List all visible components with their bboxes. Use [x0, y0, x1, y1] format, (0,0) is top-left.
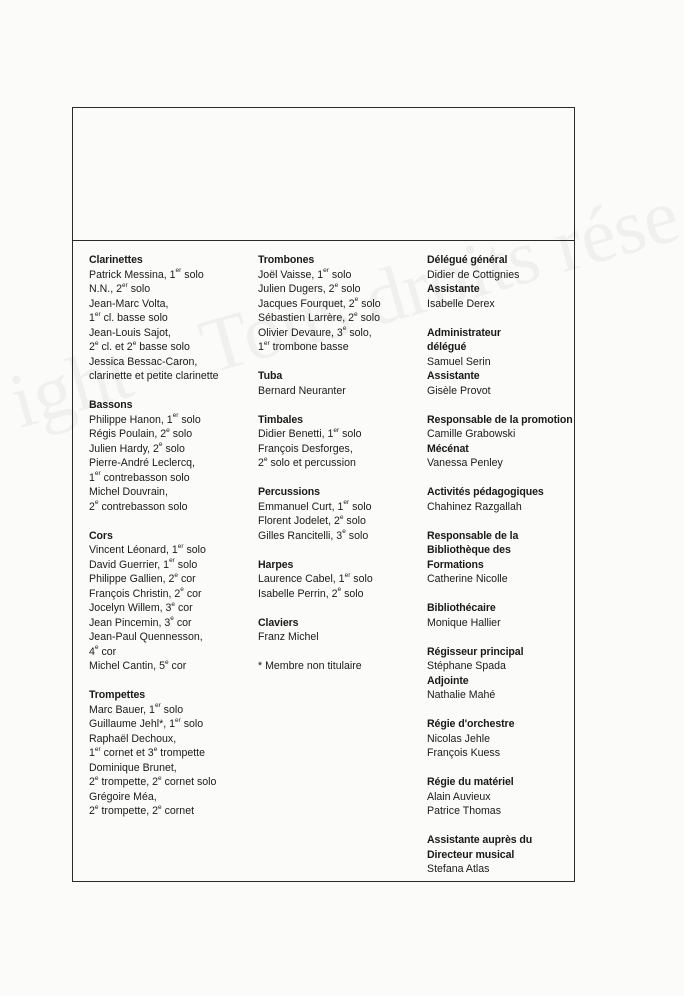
musician-entry: François Christin, 2e cor: [89, 586, 202, 600]
section-trompettes: [89, 688, 254, 819]
musician-entry: 1er cornet et 3e trompette: [89, 745, 206, 759]
musician-entry: Régis Poulain, 2e solo: [89, 426, 193, 440]
musician-entry: clarinette et petite clarinette: [89, 370, 219, 382]
musician-entry: Michel Cantin, 5e cor: [89, 658, 187, 672]
staff-section: [427, 253, 573, 311]
musician-entry: 2e cl. et 2e basse solo: [89, 339, 190, 353]
section-heading: Trombones: [258, 254, 315, 266]
staff-name: Didier de Cottignies: [427, 268, 520, 281]
role-heading: délégué: [427, 341, 467, 353]
staff-section: [427, 529, 573, 587]
musician-entry: Michel Douvrain,: [89, 486, 168, 498]
column-orchestra-winds: [89, 253, 254, 833]
staff-section: [427, 601, 573, 630]
staff-section: [427, 645, 573, 703]
musician-entry: 2e trompette, 2e cornet solo: [89, 774, 217, 788]
musician-entry: Franz Michel: [258, 631, 319, 643]
role-heading: Mécénat: [427, 442, 469, 455]
musician-entry: Jean-Louis Sajot,: [89, 326, 171, 339]
section-bassons: [89, 398, 254, 514]
staff-section: [427, 833, 573, 877]
column-orchestra-brass-percussion: [258, 253, 420, 688]
musician-entry: Julien Dugers, 2e solo: [258, 281, 361, 295]
section-heading: Bassons: [89, 399, 133, 411]
musician-entry: Pierre-André Leclercq,: [89, 457, 195, 469]
staff-name: Samuel Serin: [427, 355, 491, 368]
staff-name: Camille Grabowski: [427, 428, 516, 440]
section-heading: Harpes: [258, 558, 294, 571]
musician-entry: Gilles Rancitelli, 3e solo: [258, 528, 369, 542]
musician-entry: Grégoire Méa,: [89, 790, 157, 803]
staff-name: Stéphane Spada: [427, 660, 506, 672]
section-heading: Clarinettes: [89, 254, 143, 266]
role-heading: Assistante: [427, 370, 480, 382]
staff-name: Nathalie Mahé: [427, 689, 496, 701]
role-heading: Assistante auprès du: [427, 834, 533, 846]
section-tuba: [258, 369, 420, 398]
musician-entry: Guillaume Jehl*, 1er solo: [89, 716, 204, 730]
musician-entry: Dominique Brunet,: [89, 761, 177, 774]
section-cors: [89, 529, 254, 674]
role-heading: Bibliothèque des: [427, 544, 511, 556]
musician-entry: Vincent Léonard, 1er solo: [89, 542, 206, 556]
staff-name: Vanessa Penley: [427, 457, 503, 469]
staff-name: Chahinez Razgallah: [427, 500, 522, 513]
section-heading: Trompettes: [89, 689, 146, 701]
musician-entry: 1er cl. basse solo: [89, 310, 168, 324]
section-harpes: [258, 558, 420, 602]
musician-entry: Isabelle Perrin, 2e solo: [258, 586, 364, 600]
staff-section: [427, 326, 573, 399]
staff-name: Monique Hallier: [427, 616, 501, 629]
musician-entry: Joël Vaisse, 1er solo: [258, 267, 352, 281]
musician-entry: Jean-Paul Quennesson,: [89, 631, 203, 643]
musician-entry: Raphaël Dechoux,: [89, 732, 177, 745]
musician-entry: Florent Jodelet, 2e solo: [258, 513, 366, 527]
musician-entry: 2e solo et percussion: [258, 455, 356, 469]
musician-entry: Jean-Marc Volta,: [89, 297, 169, 310]
musician-entry: Julien Hardy, 2e solo: [89, 441, 185, 455]
staff-name: François Kuess: [427, 747, 501, 759]
role-heading: Responsable de la promotion: [427, 413, 573, 426]
musician-entry: Patrick Messina, 1er solo: [89, 267, 204, 281]
role-heading: Bibliothécaire: [427, 602, 496, 614]
section-claviers: [258, 616, 420, 645]
musician-entry: Jocelyn Willem, 3e cor: [89, 600, 193, 614]
staff-name: Gisèle Provot: [427, 384, 491, 397]
musician-entry: Jessica Bessac-Caron,: [89, 355, 198, 368]
role-heading: Directeur musical: [427, 848, 515, 861]
footnote-text: * Membre non titulaire: [258, 660, 362, 672]
musician-entry: Emmanuel Curt, 1er solo: [258, 499, 372, 513]
musician-entry: 4e cor: [89, 644, 117, 658]
musician-entry: 1er trombone basse: [258, 339, 349, 353]
staff-section: [427, 485, 573, 514]
musician-entry: N.N., 2er solo: [89, 281, 151, 295]
musician-entry: Bernard Neuranter: [258, 384, 346, 397]
section-trombones: [258, 253, 420, 355]
section-heading: Percussions: [258, 486, 320, 498]
musician-entry: David Guerrier, 1er solo: [89, 557, 198, 571]
staff-name: Alain Auvieux: [427, 790, 491, 803]
role-heading: Assistante: [427, 283, 480, 295]
column-administration: [427, 253, 573, 891]
role-heading: Délégué général: [427, 254, 508, 266]
footnote: [258, 659, 420, 674]
section-clarinettes: [89, 253, 254, 384]
musician-entry: 1er contrebasson solo: [89, 470, 190, 484]
musician-entry: Philippe Gallien, 2e cor: [89, 571, 196, 585]
musician-entry: Olivier Devaure, 3e solo,: [258, 325, 372, 339]
header-divider: [72, 240, 575, 241]
section-heading: Cors: [89, 529, 113, 542]
staff-name: Catherine Nicolle: [427, 573, 508, 585]
section-heading: Tuba: [258, 370, 283, 382]
musician-entry: Didier Benetti, 1er solo: [258, 426, 362, 440]
staff-name: Nicolas Jehle: [427, 732, 491, 745]
musician-entry: 2e trompette, 2e cornet: [89, 803, 195, 817]
musician-entry: Jacques Fourquet, 2e solo: [258, 296, 381, 310]
staff-section: [427, 413, 573, 471]
role-heading: Responsable de la: [427, 529, 519, 542]
role-heading: Formations: [427, 558, 484, 571]
role-heading: Administrateur: [427, 326, 501, 339]
musician-entry: 2e contrebasson solo: [89, 499, 188, 513]
musician-entry: Jean Pincemin, 3e cor: [89, 615, 192, 629]
staff-name: Isabelle Derex: [427, 297, 495, 310]
role-heading: Régie du matériel: [427, 776, 514, 788]
staff-section: [427, 775, 573, 819]
musician-entry: Laurence Cabel, 1er solo: [258, 571, 373, 585]
musician-entry: Sébastien Larrère, 2e solo: [258, 310, 381, 324]
role-heading: Régisseur principal: [427, 645, 524, 658]
staff-name: Patrice Thomas: [427, 805, 501, 817]
musician-entry: Marc Bauer, 1er solo: [89, 702, 184, 716]
staff-name: Stefana Atlas: [427, 863, 490, 875]
section-heading: Timbales: [258, 413, 303, 426]
section-percussions: [258, 485, 420, 543]
role-heading: Activités pédagogiques: [427, 486, 544, 498]
role-heading: Régie d'orchestre: [427, 718, 515, 730]
staff-section: [427, 717, 573, 761]
section-timbales: [258, 413, 420, 471]
role-heading: Adjointe: [427, 674, 469, 687]
musician-entry: François Desforges,: [258, 442, 353, 455]
musician-entry: Philippe Hanon, 1er solo: [89, 412, 201, 426]
section-heading: Claviers: [258, 616, 299, 629]
